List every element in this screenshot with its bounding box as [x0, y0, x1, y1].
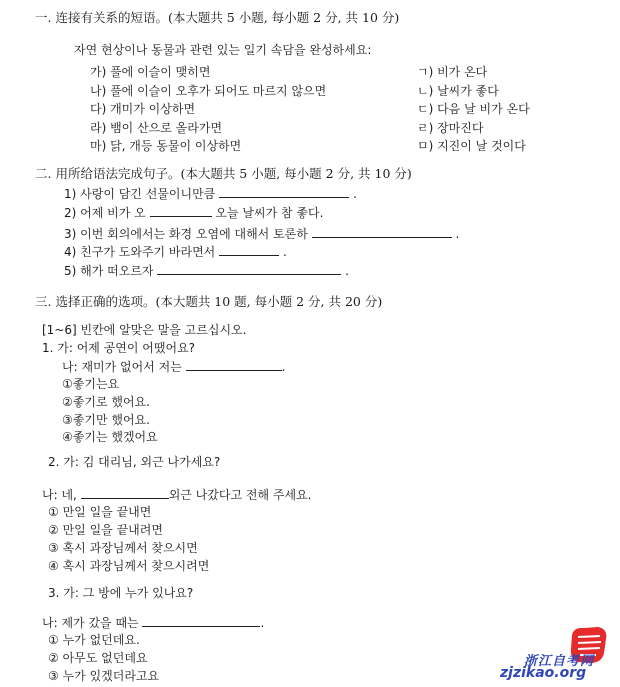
section-2-title: 二. 用所给语法完成句子。(本大题共 5 小题, 每小题 2 分, 共 10 分) — [35, 166, 412, 181]
option-3[interactable]: ③ 누가 있겠더라고요 — [48, 669, 160, 683]
sentence-text: 4) 친구가 도와주기 바라면서 — [64, 245, 216, 259]
answer-blank[interactable] — [186, 359, 282, 371]
option-4[interactable]: ④ 혹시 과장님께서 찾으시려면 — [48, 559, 210, 573]
sentence-text: 3) 이번 회의에서는 화경 오염에 대해서 토론하 — [64, 227, 308, 241]
fill-sentence — [64, 226, 459, 242]
option-2[interactable]: ②좋기로 했어요. — [62, 395, 150, 409]
question-2-answer — [42, 487, 311, 503]
section-3-instruction: [1~6] 빈칸에 알맞은 말을 고르십시오. — [42, 323, 247, 337]
answer-blank[interactable] — [157, 263, 341, 275]
match-left-item: 라) 뱀이 산으로 올라가면 — [90, 121, 223, 135]
watermark-url[interactable]: zjzikao.org — [500, 665, 587, 681]
question-2-prompt: 2. 가: 김 대리님, 외근 나가세요? — [48, 455, 221, 469]
fill-sentence — [64, 205, 323, 221]
answer-end: . — [260, 616, 265, 630]
sentence-end: . — [455, 227, 460, 241]
sentence-text: 5) 해가 떠오르자 — [64, 264, 154, 278]
fill-sentence — [64, 186, 357, 202]
option-3[interactable]: ③ 혹시 과장님께서 찾으시면 — [48, 541, 198, 555]
answer-end: . — [281, 360, 286, 374]
option-2[interactable]: ② 아무도 없던데요 — [48, 651, 148, 665]
option-1[interactable]: ①좋기는요 — [62, 377, 120, 391]
sentence-end: 오늘 날씨가 참 좋다. — [215, 206, 324, 220]
match-left-item: 다) 개미가 이상하면 — [90, 102, 196, 116]
match-left-item: 가) 풀에 이슬이 맺히면 — [90, 65, 211, 79]
fill-sentence — [64, 263, 349, 279]
sentence-end: . — [352, 187, 357, 201]
answer-blank[interactable] — [142, 615, 260, 627]
sentence-text: 2) 어제 비가 오 — [64, 206, 146, 220]
question-3-prompt: 3. 가: 그 방에 누가 있나요? — [48, 586, 194, 600]
option-1[interactable]: ① 누가 없던데요. — [48, 633, 140, 647]
watermark-name: 浙江自考网 — [524, 654, 595, 669]
fill-sentence — [64, 244, 287, 260]
section-1-instruction: 자연 현상이나 동물과 관련 있는 일기 속담을 완성하세요: — [74, 43, 372, 57]
match-left-item: 마) 닭, 개등 동물이 이상하면 — [90, 139, 242, 153]
question-1-prompt: 1. 가: 어제 공연이 어땠어요? — [42, 341, 196, 355]
answer-blank[interactable] — [219, 186, 349, 198]
answer-blank[interactable] — [81, 487, 169, 499]
option-4[interactable]: ④좋기는 했겠어요 — [62, 430, 158, 444]
sentence-end: . — [282, 245, 287, 259]
option-1[interactable]: ① 만일 일을 끝내면 — [48, 505, 152, 519]
match-right-item: ㄹ) 장마진다 — [417, 121, 484, 135]
answer-blank[interactable] — [150, 205, 212, 217]
answer-text: 나: 재미가 없어서 저는 — [62, 360, 182, 374]
option-3[interactable]: ③좋기만 했어요. — [62, 413, 150, 427]
section-1-title: 一. 连接有关系的短语。(本大题共 5 小题, 每小题 2 分, 共 10 分) — [35, 10, 400, 25]
match-right-item: ㄷ) 다음 날 비가 온다 — [417, 102, 530, 116]
match-right-item: ㅁ) 지진이 날 것이다 — [417, 139, 526, 153]
match-right-item: ㄴ) 날씨가 좋다 — [417, 84, 499, 98]
match-right-item: ㄱ) 비가 온다 — [417, 65, 488, 79]
sentence-text: 1) 사랑이 담긴 선물이니만큼 — [64, 187, 216, 201]
question-1-answer — [62, 359, 285, 375]
watermark — [498, 625, 613, 681]
answer-text: 나: 제가 갔을 때는 — [42, 616, 139, 630]
match-left-item: 나) 풀에 이슬이 오후가 되어도 마르지 않으면 — [90, 84, 327, 98]
section-3-title: 三. 选择正确的选项。(本大题共 10 题, 每小题 2 分, 共 20 分) — [35, 294, 383, 309]
answer-blank[interactable] — [219, 244, 279, 256]
option-2[interactable]: ② 만일 일을 끝내려면 — [48, 523, 163, 537]
answer-end: 외근 나갔다고 전해 주세요. — [168, 488, 312, 502]
sentence-end: . — [345, 264, 349, 278]
question-3-answer — [42, 615, 264, 631]
answer-blank[interactable] — [312, 226, 452, 238]
answer-text: 나: 네, — [42, 488, 77, 502]
